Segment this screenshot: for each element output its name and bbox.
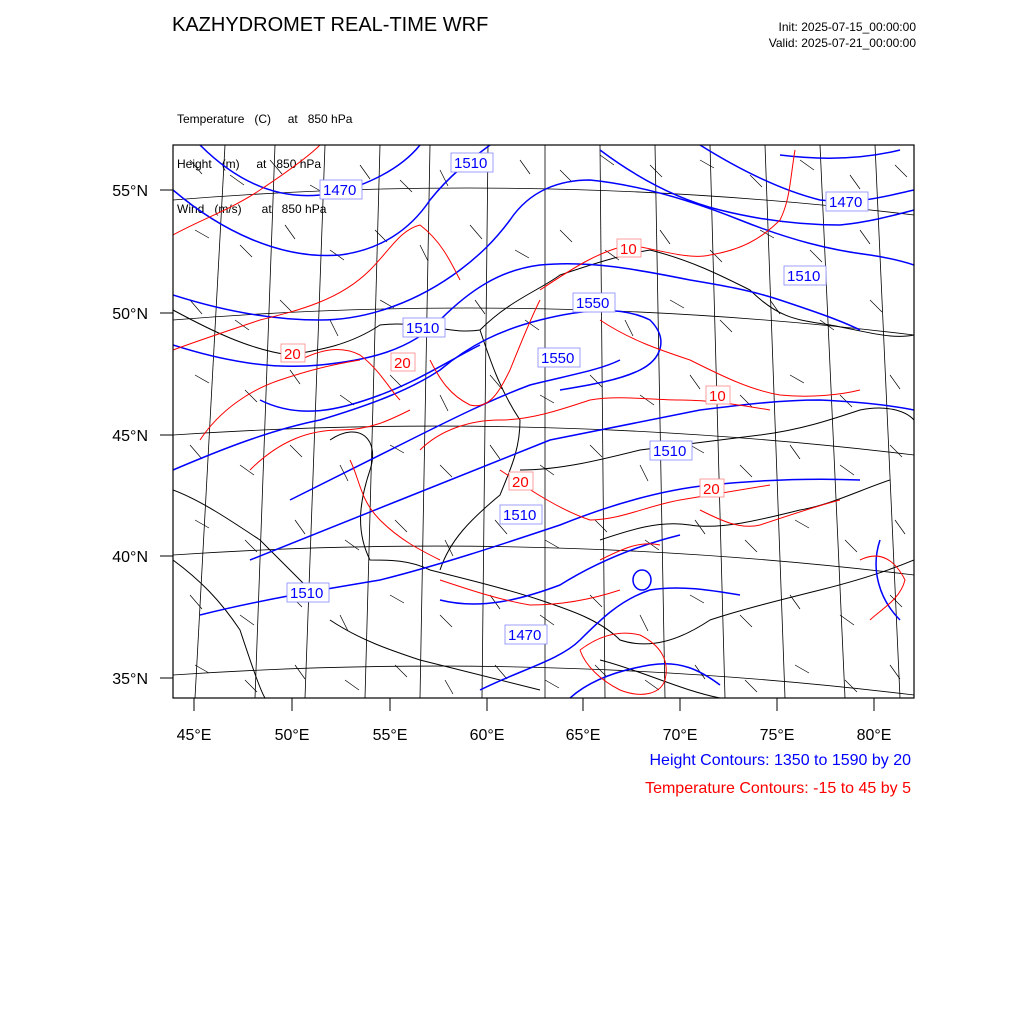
height-label: [826, 192, 868, 211]
temperature-label: [391, 353, 415, 372]
height-label: [403, 318, 445, 337]
map-title: KAZHYDROMET REAL-TIME WRF: [172, 14, 489, 36]
temperature-label: [281, 344, 305, 363]
height-legend: Height Contours: 1350 to 1590 by 20: [649, 752, 911, 769]
height-label: [500, 505, 542, 524]
svg-text:10: 10: [709, 388, 726, 405]
height-label: [451, 153, 493, 172]
height-label: [650, 441, 692, 460]
svg-text:1470: 1470: [508, 627, 542, 644]
valid-time: Valid: 2025-07-21_00:00:00: [768, 36, 916, 50]
temperature-label: [617, 239, 641, 258]
svg-text:1510: 1510: [653, 443, 687, 460]
temperature-contours: [173, 145, 905, 694]
lon-label-75: 75°E: [759, 727, 795, 744]
svg-text:1510: 1510: [503, 507, 537, 524]
lat-label-35: 35°N: [112, 671, 148, 688]
svg-text:20: 20: [394, 355, 411, 372]
height-label: [784, 266, 826, 285]
field-temperature: Temperature (C) at 850 hPa: [177, 112, 353, 126]
height-labels: [287, 153, 868, 644]
svg-text:1510: 1510: [454, 155, 488, 172]
svg-text:1510: 1510: [290, 585, 324, 602]
lon-labels: [177, 727, 892, 744]
init-time: Init: 2025-07-15_00:00:00: [778, 20, 916, 34]
lat-label-40: 40°N: [112, 549, 148, 566]
lon-label-55: 55°E: [372, 727, 408, 744]
lat-label-55: 55°N: [112, 183, 148, 200]
field-height: Height (m) at 850 hPa: [177, 157, 322, 171]
height-label: [538, 348, 580, 367]
temperature-label: [700, 479, 724, 498]
temperature-legend: Temperature Contours: -15 to 45 by 5: [645, 780, 911, 797]
svg-text:1550: 1550: [576, 295, 610, 312]
height-label: [573, 293, 615, 312]
height-label: [287, 583, 329, 602]
lat-label-50: 50°N: [112, 306, 148, 323]
svg-text:1470: 1470: [323, 182, 357, 199]
height-label: [320, 180, 362, 199]
svg-text:1550: 1550: [541, 350, 575, 367]
lat-labels: [112, 183, 148, 688]
lon-label-45: 45°E: [176, 727, 212, 744]
lon-label-65: 65°E: [565, 727, 601, 744]
svg-text:1510: 1510: [787, 268, 821, 285]
lon-label-60: 60°E: [469, 727, 505, 744]
map-content: [173, 145, 914, 698]
graticule: [173, 145, 914, 698]
svg-text:20: 20: [512, 474, 529, 491]
lon-label-80: 80°E: [856, 727, 892, 744]
field-wind: Wind (m/s) at 850 hPa: [177, 202, 327, 216]
map-frame: [173, 145, 914, 698]
height-label: [505, 625, 547, 644]
svg-text:20: 20: [284, 346, 301, 363]
svg-text:1470: 1470: [829, 194, 863, 211]
height-contours: [173, 145, 914, 698]
svg-text:10: 10: [620, 241, 637, 258]
lat-label-45: 45°N: [112, 428, 148, 445]
svg-text:1510: 1510: [406, 320, 440, 337]
svg-text:20: 20: [703, 481, 720, 498]
lon-label-70: 70°E: [662, 727, 698, 744]
temperature-label: [509, 472, 533, 491]
temperature-label: [706, 386, 730, 405]
lon-label-50: 50°E: [274, 727, 310, 744]
